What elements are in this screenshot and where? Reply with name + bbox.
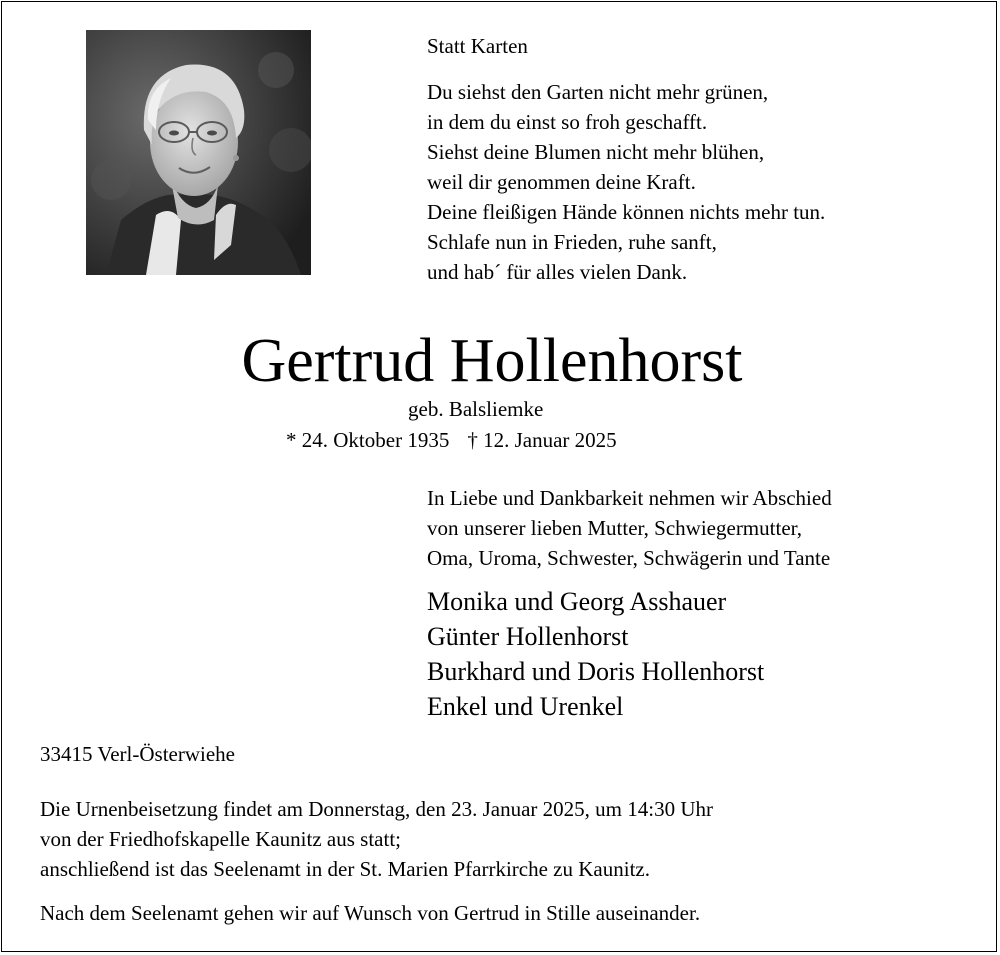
closing-note: Nach dem Seelenamt gehen wir auf Wunsch von Gertrud in Stille auseinander. [40,901,701,925]
family-member: Burkhard und Doris Hollenhorst [427,657,765,686]
poem-line: Siehst deine Blumen nicht mehr blühen, [427,140,765,164]
service-line: Die Urnenbeisetzung findet am Donnerstag, den 23. Januar 2025, um 14:30 Uhr [40,797,714,821]
family-list [427,584,764,724]
service-info [40,794,713,884]
service-line: anschließend ist das Seelenamt in der St. Marien Pfarrkirche zu Kaunitz. [40,857,650,881]
deceased-name: Gertrud Hollenhorst [241,327,743,395]
family-member: Monika und Georg Asshauer [427,587,727,616]
family-member: Enkel und Urenkel [427,692,624,721]
farewell-line: von unserer lieben Mutter, Schwiegermutter, [427,516,803,540]
poem-line: Deine fleißigen Hände können nichts mehr tun. [427,200,826,224]
birth-date: * 24. Oktober 1935 [286,428,450,452]
family-member: Günter Hollenhorst [427,622,629,651]
poem-line: Du siehst den Garten nicht mehr grünen, [427,80,769,104]
service-line: von der Friedhofskapelle Kaunitz aus statt; [40,827,401,851]
death-date: † 12. Januar 2025 [467,428,617,452]
farewell-text [427,483,832,573]
statt-karten-label: Statt Karten [427,34,528,58]
poem-line: und hab´ für alles vielen Dank. [427,260,688,284]
farewell-line: In Liebe und Dankbarkeit nehmen wir Abschied [427,486,832,510]
poem-line: in dem du einst so froh geschafft. [427,110,708,134]
place-line: 33415 Verl-Österwiehe [40,742,235,766]
life-dates [286,426,617,454]
portrait-photo [86,30,311,275]
poem [427,77,825,287]
poem-line: Schlafe nun in Frieden, ruhe sanft, [427,230,717,254]
birth-name: geb. Balsliemke [408,397,544,421]
farewell-line: Oma, Uroma, Schwester, Schwägerin und Tante [427,546,831,570]
poem-line: weil dir genommen deine Kraft. [427,170,696,194]
